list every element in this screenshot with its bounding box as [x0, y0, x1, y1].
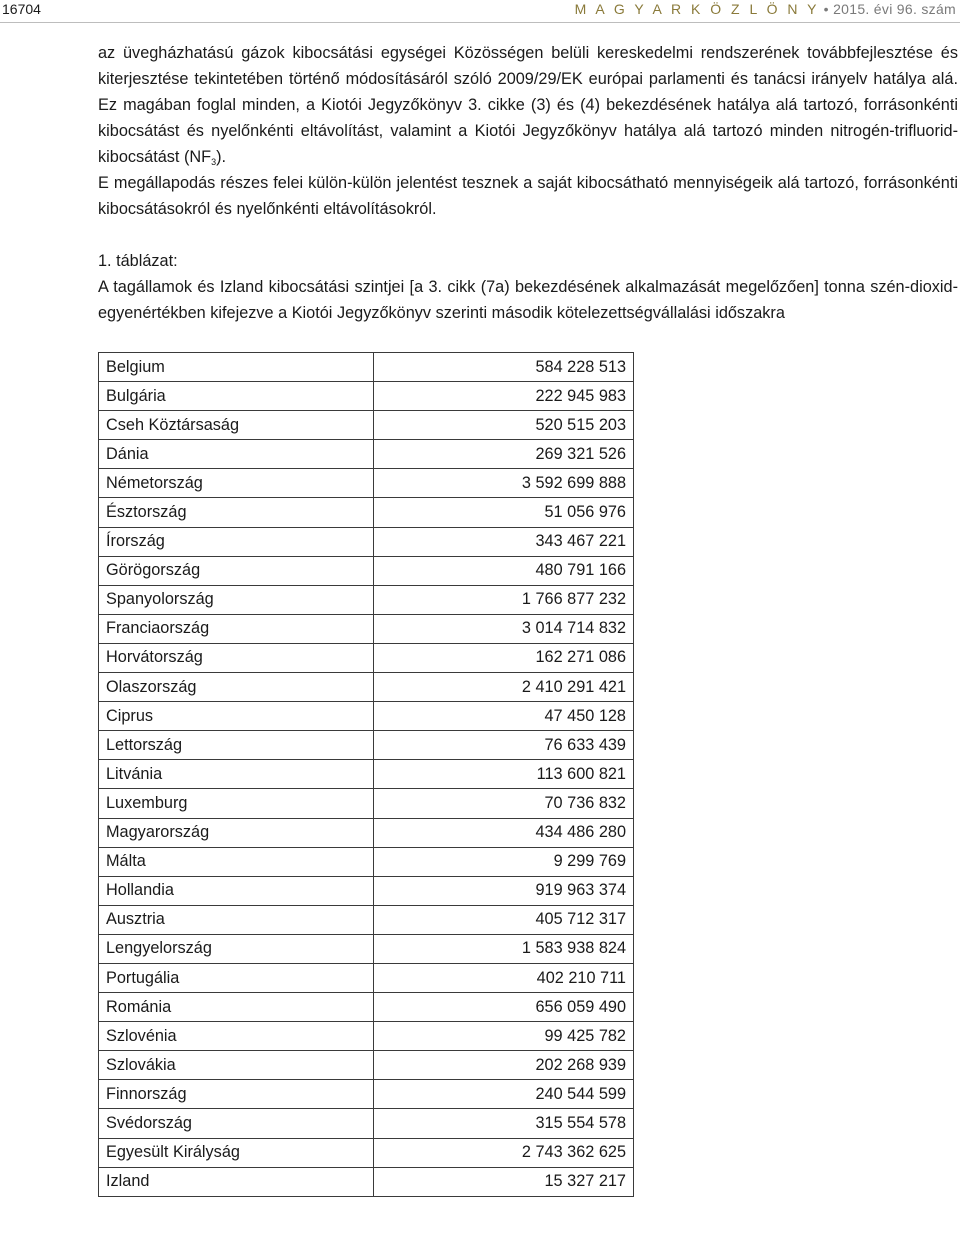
table-row — [99, 1080, 634, 1109]
country-cell: Lettország — [99, 731, 374, 760]
emission-value-cell: 113 600 821 — [374, 760, 634, 789]
emission-value-cell: 202 268 939 — [374, 1051, 634, 1080]
emission-value-cell: 99 425 782 — [374, 1022, 634, 1051]
country-cell: Lengyelország — [99, 934, 374, 963]
emissions-table-body — [99, 353, 634, 1197]
table-row — [99, 1022, 634, 1051]
country-cell: Cseh Köztársaság — [99, 411, 374, 440]
header-rule — [0, 22, 960, 23]
emission-value-cell: 1 583 938 824 — [374, 934, 634, 963]
journal-header — [575, 1, 956, 17]
country-cell: Szlovákia — [99, 1051, 374, 1080]
table-row — [99, 382, 634, 411]
emissions-table — [98, 352, 634, 1197]
table-row — [99, 643, 634, 672]
emission-value-cell: 240 544 599 — [374, 1080, 634, 1109]
country-cell: Belgium — [99, 353, 374, 382]
table-row — [99, 469, 634, 498]
emission-value-cell: 9 299 769 — [374, 847, 634, 876]
country-cell: Luxemburg — [99, 789, 374, 818]
country-cell: Horvátország — [99, 643, 374, 672]
table-row — [99, 789, 634, 818]
table-row — [99, 353, 634, 382]
nf3-close: ). — [216, 148, 227, 166]
emission-value-cell: 405 712 317 — [374, 905, 634, 934]
emission-value-cell: 402 210 711 — [374, 963, 634, 992]
table-row — [99, 1109, 634, 1138]
table-row — [99, 411, 634, 440]
country-cell: Németország — [99, 469, 374, 498]
country-cell: Ausztria — [99, 905, 374, 934]
country-cell: Svédország — [99, 1109, 374, 1138]
country-cell: Észtország — [99, 498, 374, 527]
emission-value-cell: 1 766 877 232 — [374, 585, 634, 614]
journal-title: M A G Y A R K Ö Z L Ö N Y — [574, 1, 820, 17]
paragraph-1-text: az üvegházhatású gázok kibocsátási egységei Közösségen belüli kereskedelmi rendszerének továbbfejlesztése és kiterjesztése tekintetében történő módosításáról szóló 2009/29/EK európai parlamenti és tanácsi irányelv hatálya alá. Ez magában foglal minden, a Kiotói Jegyzőkönyv 3. cikke (3) és (4) bekezdésének hatálya alá tartozó, forrásonkénti kibocsátást és nyelőnkénti eltávolítást, valamint a Kiotói Jegyzőkönyv hatálya alá tartozó minden nitrogén-trifluorid-kibocsátást (NF — [98, 44, 958, 166]
page-number: 16704 — [2, 1, 41, 17]
country-cell: Portugália — [99, 963, 374, 992]
paragraph-2: E megállapodás részes felei külön-külön jelentést tesznek a saját kibocsátható mennyiségeik alá tartozó, forrásonkénti kibocsátásokról és nyelőnkénti eltávolításokról. — [98, 174, 958, 218]
document-body — [98, 40, 958, 326]
country-cell: Litvánia — [99, 760, 374, 789]
emission-value-cell: 315 554 578 — [374, 1109, 634, 1138]
emission-value-cell: 70 736 832 — [374, 789, 634, 818]
table-row — [99, 760, 634, 789]
table-number: 1. táblázat: — [98, 252, 178, 270]
table-row — [99, 498, 634, 527]
country-cell: Franciaország — [99, 614, 374, 643]
table-row — [99, 731, 634, 760]
table-row — [99, 440, 634, 469]
table-row — [99, 614, 634, 643]
emission-value-cell: 656 059 490 — [374, 993, 634, 1022]
table-caption: A tagállamok és Izland kibocsátási szintjei [a 3. cikk (7a) bekezdésének alkalmazását megelőzően] tonna szén-dioxid-egyenértékben kifejezve a Kiotói Jegyzőkönyv szerinti második kötelezettségvállalási időszakra — [98, 278, 958, 322]
table-row — [99, 876, 634, 905]
country-cell: Olaszország — [99, 673, 374, 702]
emission-value-cell: 584 228 513 — [374, 353, 634, 382]
country-cell: Dánia — [99, 440, 374, 469]
country-cell: Magyarország — [99, 818, 374, 847]
country-cell: Málta — [99, 847, 374, 876]
emission-value-cell: 2 410 291 421 — [374, 673, 634, 702]
emission-value-cell: 2 743 362 625 — [374, 1138, 634, 1167]
header-bullet: • — [823, 1, 829, 17]
emission-value-cell: 520 515 203 — [374, 411, 634, 440]
country-cell: Írország — [99, 527, 374, 556]
issue-label: 2015. évi 96. szám — [833, 1, 956, 17]
table-row — [99, 905, 634, 934]
table-row — [99, 963, 634, 992]
emission-value-cell: 919 963 374 — [374, 876, 634, 905]
country-cell: Spanyolország — [99, 585, 374, 614]
country-cell: Hollandia — [99, 876, 374, 905]
emission-value-cell: 47 450 128 — [374, 702, 634, 731]
table-row — [99, 934, 634, 963]
emission-value-cell: 434 486 280 — [374, 818, 634, 847]
table-row — [99, 556, 634, 585]
emission-value-cell: 269 321 526 — [374, 440, 634, 469]
paragraph-1 — [98, 40, 958, 170]
country-cell: Szlovénia — [99, 1022, 374, 1051]
nf3-subscript: 3 — [211, 157, 217, 167]
emission-value-cell: 15 327 217 — [374, 1167, 634, 1196]
table-row — [99, 673, 634, 702]
table-row — [99, 527, 634, 556]
table-row — [99, 1051, 634, 1080]
table-row — [99, 847, 634, 876]
emission-value-cell: 76 633 439 — [374, 731, 634, 760]
table-row — [99, 702, 634, 731]
table-row — [99, 993, 634, 1022]
emission-value-cell: 162 271 086 — [374, 643, 634, 672]
emission-value-cell: 480 791 166 — [374, 556, 634, 585]
emission-value-cell: 3 592 699 888 — [374, 469, 634, 498]
emission-value-cell: 3 014 714 832 — [374, 614, 634, 643]
country-cell: Izland — [99, 1167, 374, 1196]
emission-value-cell: 222 945 983 — [374, 382, 634, 411]
table-row — [99, 1138, 634, 1167]
country-cell: Bulgária — [99, 382, 374, 411]
table-row — [99, 818, 634, 847]
running-head — [0, 0, 960, 22]
country-cell: Románia — [99, 993, 374, 1022]
emission-value-cell: 51 056 976 — [374, 498, 634, 527]
country-cell: Finnország — [99, 1080, 374, 1109]
country-cell: Görögország — [99, 556, 374, 585]
table-row — [99, 1167, 634, 1196]
country-cell: Ciprus — [99, 702, 374, 731]
emission-value-cell: 343 467 221 — [374, 527, 634, 556]
country-cell: Egyesült Királyság — [99, 1138, 374, 1167]
table-row — [99, 585, 634, 614]
